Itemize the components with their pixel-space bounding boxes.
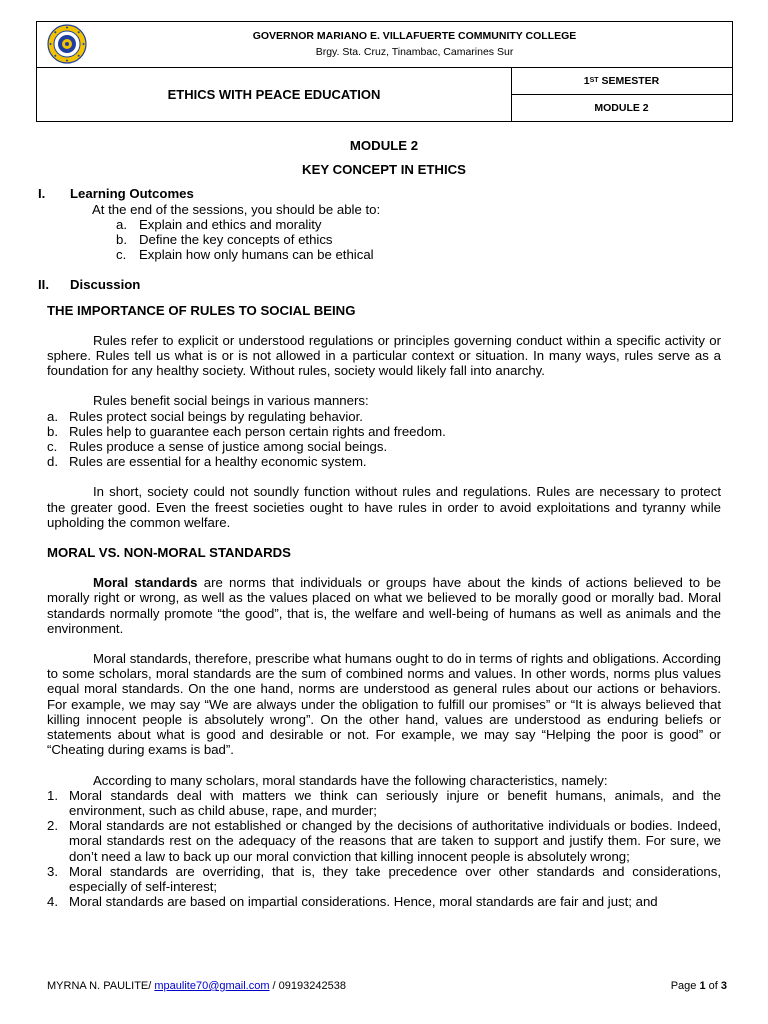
list-marker: 4. — [47, 894, 58, 910]
outcomes-list — [47, 217, 721, 263]
header-course-row — [37, 67, 732, 121]
semester-cell: 1 ST SEMESTER — [511, 67, 732, 95]
module-cell: MODULE 2 — [594, 101, 649, 114]
page-label: Page — [670, 980, 700, 992]
rules-heading: THE IMPORTANCE OF RULES TO SOCIAL BEING — [47, 302, 356, 318]
list-marker: a. — [116, 216, 127, 232]
list-item — [116, 232, 721, 247]
section-learning-outcomes — [38, 186, 721, 202]
characteristics-intro: According to many scholars, moral standards have the following characteristics, namely: — [93, 772, 608, 788]
list-item — [47, 894, 721, 909]
list-item-text: Moral standards are not established or changed by the decisions of authoritative individuals or bodies. Indeed, moral standards rest on the adequacy of the reasons that are taken to support and justify them. For sure, we don’t need a law to back up our moral conviction that killing innocent people is absolutely wrong; — [69, 818, 721, 864]
list-item-text: Rules help to guarantee each person certain rights and freedom. — [69, 423, 446, 439]
topic-title: KEY CONCEPT IN ETHICS — [302, 162, 466, 178]
section-discussion — [38, 277, 721, 293]
list-item — [116, 217, 721, 232]
list-item-text: Moral standards are based on impartial considerations. Hence, moral standards are fair and just; and — [69, 894, 658, 910]
semester-number: 1 — [583, 74, 590, 87]
list-item — [116, 247, 721, 262]
section-title: Learning Outcomes — [70, 186, 194, 202]
list-item-text: Rules protect social beings by regulating behavior. — [69, 408, 363, 424]
list-item-text: Moral standards are overriding, that is, they take precedence over other standards and considerations, especially of self-interest; — [69, 863, 721, 894]
page-number — [671, 980, 727, 992]
moral-paragraph-1-text: are norms that individuals or groups have about the kinds of actions believed to be morally right or wrong, as well as the values placed on what we believed to be morally good or morally bad. Moral standards normally promote “the good”, that is, the welfare and well-being of humans as well as animals and the environment. — [47, 575, 721, 636]
module-title: MODULE 2 — [349, 138, 419, 153]
list-item — [47, 454, 721, 469]
author-name: MYRNA N. PAULITE/ — [47, 980, 155, 992]
section-number: I. — [38, 186, 46, 202]
document-body — [38, 138, 721, 910]
section-title: Discussion — [70, 277, 141, 293]
college-address: Brgy. Sta. Cruz, Tinambac, Camarines Sur — [315, 46, 514, 58]
moral-paragraph-1 — [47, 575, 721, 636]
section-number: II. — [38, 277, 49, 293]
moral-paragraph-2: Moral standards, therefore, prescribe what humans ought to do in terms of rights and obligations. According to some scholars, moral standards are the sum of combined norms and values. In other words, norms plus values equal moral standards. On the one hand, norms are understood as general rules about our actions or behaviors. For example, we may say “We are always under the obligation to fulfill our promises” or “It is always believed that killing innocent people is absolutely wrong”. On the other hand, values are understood as enduring beliefs or statements about what is good and desirable or not. For example, we may say “Helping the poor is good” or “Cheating during exams is bad”. — [47, 651, 721, 758]
list-item — [47, 788, 721, 818]
course-title: ETHICS WITH PEACE EDUCATION — [37, 67, 512, 121]
list-item — [47, 409, 721, 424]
list-marker: b. — [116, 232, 127, 248]
benefits-list — [47, 409, 721, 470]
list-marker: 1. — [47, 787, 58, 803]
page-current: 1 — [699, 980, 706, 992]
rules-paragraph-1: Rules refer to explicit or understood regulations or principles governing conduct within a specific activity or sphere. Rules tell us what is or is not allowed in a particular context or situation. In many ways, rules serve as a foundation for any healthy society. Without rules, society would likely fall into anarchy. — [47, 332, 721, 379]
list-marker: a. — [47, 408, 58, 424]
outcomes-intro: At the end of the sessions, you should be able to: — [92, 201, 381, 217]
list-item-text: Explain and ethics and morality — [139, 216, 322, 232]
header-college-row — [37, 22, 732, 68]
list-item-text: Rules are essential for a healthy economic system. — [69, 454, 367, 470]
list-marker: c. — [116, 247, 127, 263]
author-info — [47, 980, 346, 992]
rules-paragraph-2: In short, society could not soundly function without rules and regulations. Rules are necessary to protect the greater good. Even the freest societies ought to have rules in order to avoid exploitations and tyranny while upholding the common welfare. — [47, 484, 721, 530]
college-seal-icon — [47, 24, 87, 64]
list-marker: 3. — [47, 863, 58, 879]
semester-label: SEMESTER — [601, 74, 660, 87]
list-item-text: Define the key concepts of ethics — [139, 232, 333, 248]
moral-heading: MORAL VS. NON-MORAL STANDARDS — [47, 545, 291, 561]
list-item-text: Moral standards deal with matters we think can seriously injure or benefit humans, animals, and the environment, such as child abuse, rape, and murder; — [69, 787, 721, 818]
characteristics-list — [47, 788, 721, 910]
list-marker: b. — [47, 423, 58, 439]
list-item-text: Rules produce a sense of justice among social beings. — [69, 439, 388, 455]
list-item-text: Explain how only humans can be ethical — [139, 247, 374, 263]
list-item — [47, 439, 721, 454]
list-item — [47, 864, 721, 894]
page-total: 3 — [720, 980, 727, 992]
list-marker: 2. — [47, 818, 58, 834]
author-phone: / 09193242538 — [269, 980, 346, 992]
list-item — [47, 818, 721, 864]
list-marker: c. — [47, 439, 58, 455]
list-item — [47, 424, 721, 439]
college-name: GOVERNOR MARIANO E. VILLAFUERTE COMMUNITY COLLEGE — [252, 30, 577, 42]
author-email-link[interactable]: mpaulite70@gmail.com — [154, 980, 270, 992]
list-marker: d. — [47, 454, 58, 470]
rules-benefits-intro: Rules benefit social beings in various manners: — [93, 393, 369, 409]
moral-standards-term: Moral standards — [93, 575, 198, 591]
page-of-label: of — [705, 980, 721, 992]
header-table — [36, 21, 733, 122]
